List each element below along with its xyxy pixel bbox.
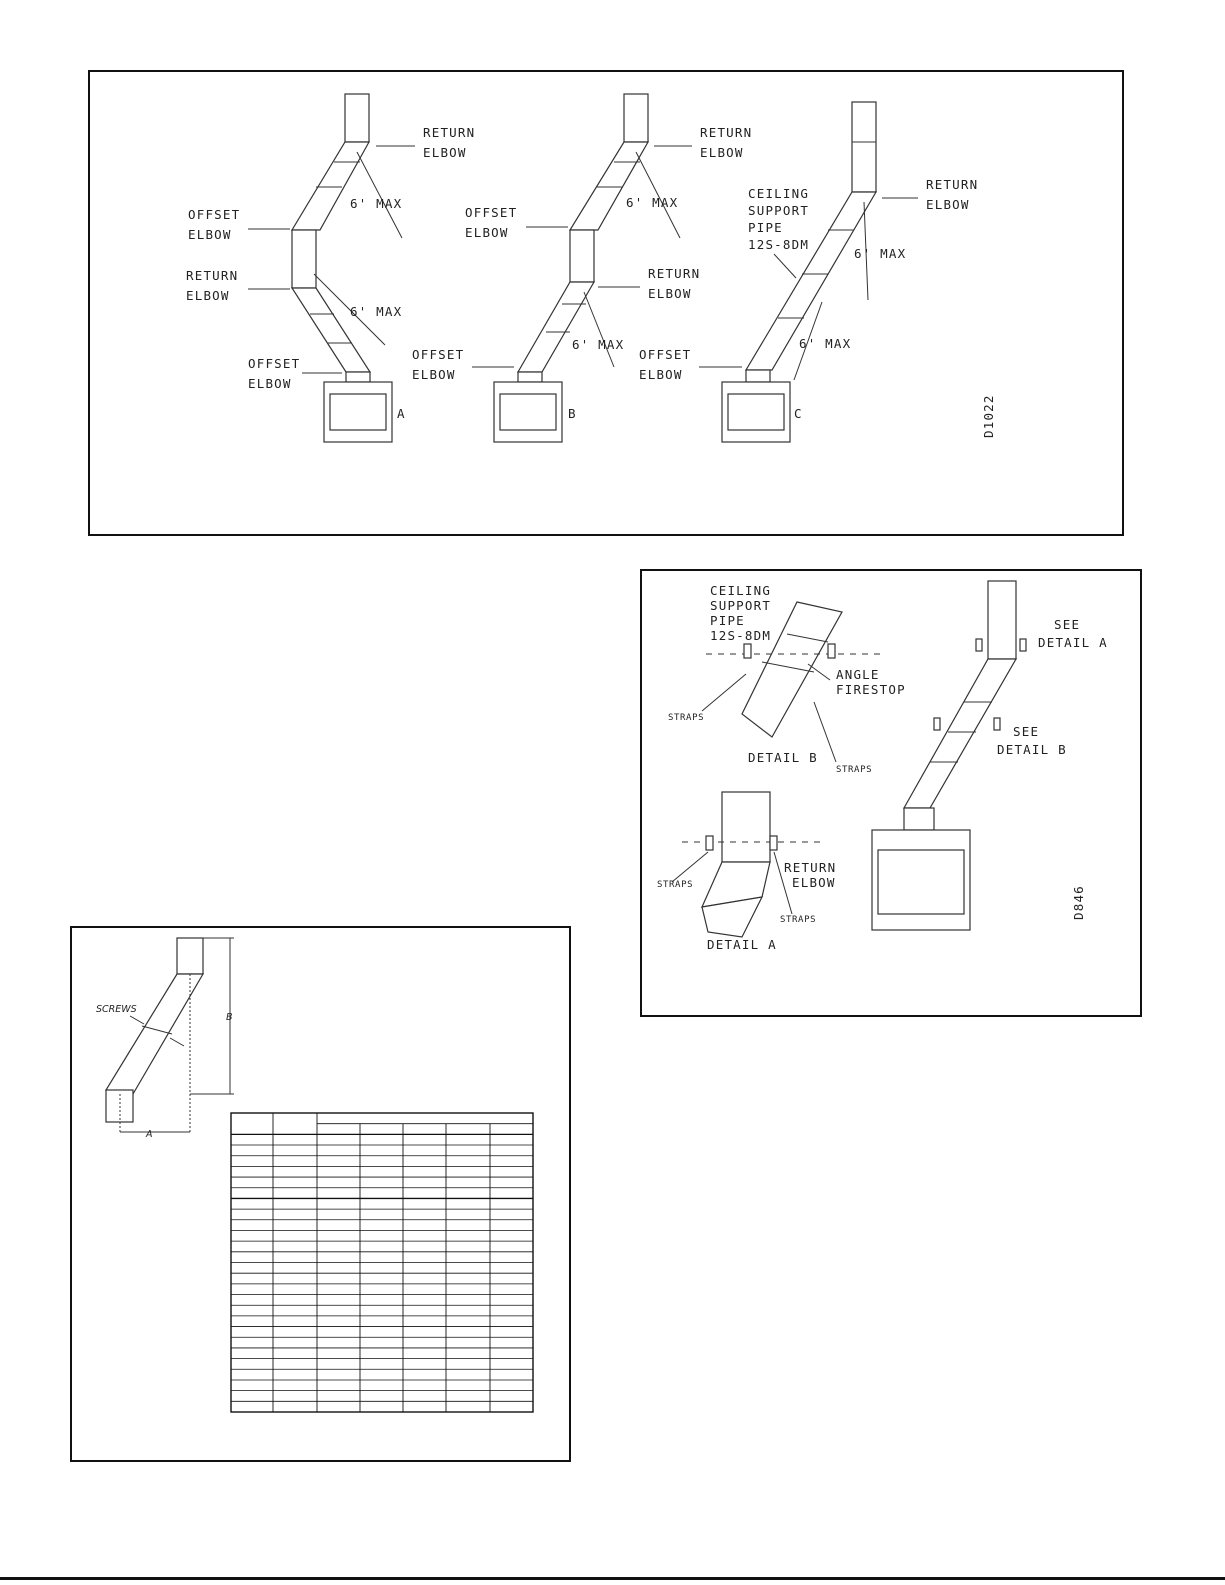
da-return: RETURN — [784, 860, 837, 875]
dim-b-label: B — [226, 1012, 233, 1023]
db-model: 12S-8DM — [710, 628, 772, 643]
offset-diagram — [72, 928, 573, 1464]
a-dim-1: 6' MAX — [350, 196, 403, 211]
b-elbow-3: ELBOW — [648, 286, 692, 301]
b-elbow-4: ELBOW — [412, 367, 456, 382]
db-ceiling: CEILING — [710, 583, 772, 598]
offset-table — [231, 1113, 533, 1412]
see-a-2: DETAIL A — [1038, 635, 1108, 650]
b-elbow-2: ELBOW — [465, 225, 509, 240]
offset-configurations-panel — [88, 70, 1124, 536]
a-return-2: RETURN — [186, 268, 239, 283]
detail-figure-code: D846 — [1071, 885, 1086, 920]
da-straps-1: STRAPS — [657, 880, 694, 890]
b-dim-2: 6' MAX — [572, 337, 625, 352]
b-letter: B — [568, 406, 577, 421]
c-dim-2: 6' MAX — [799, 336, 852, 351]
a-return-1: RETURN — [423, 125, 476, 140]
c-elbow-2: ELBOW — [639, 367, 683, 382]
c-offset: OFFSET — [639, 347, 692, 362]
a-elbow-4: ELBOW — [248, 376, 292, 391]
b-dim-1: 6' MAX — [626, 195, 679, 210]
c-pipe: PIPE — [748, 220, 783, 235]
ceiling-support-detail-panel — [640, 569, 1142, 1017]
db-support: SUPPORT — [710, 598, 772, 613]
db-straps-2: STRAPS — [836, 765, 873, 775]
a-offset-2: OFFSET — [248, 356, 301, 371]
a-dim-2: 6' MAX — [350, 304, 403, 319]
db-pipe: PIPE — [710, 613, 745, 628]
da-elbow: ELBOW — [792, 875, 836, 890]
screws-label: SCREWS — [96, 1004, 137, 1015]
a-elbow-1: ELBOW — [423, 145, 467, 160]
a-offset-1: OFFSET — [188, 207, 241, 222]
a-elbow-2: ELBOW — [188, 227, 232, 242]
see-b-1: SEE — [1013, 724, 1040, 739]
da-straps-2: STRAPS — [780, 915, 817, 925]
a-letter: A — [397, 406, 406, 421]
c-support: SUPPORT — [748, 203, 810, 218]
c-dim-1: 6' MAX — [854, 246, 907, 261]
ceiling-support-detail-diagram — [642, 571, 1144, 1019]
c-ceiling: CEILING — [748, 186, 810, 201]
b-return-1: RETURN — [700, 125, 753, 140]
see-b-2: DETAIL B — [997, 742, 1067, 757]
db-angle: ANGLE — [836, 667, 880, 682]
c-letter: C — [794, 406, 803, 421]
detail-b-title: DETAIL B — [748, 750, 818, 765]
detail-a-title: DETAIL A — [707, 937, 777, 952]
offset-table-panel — [70, 926, 571, 1462]
b-offset-2: OFFSET — [412, 347, 465, 362]
db-straps-1: STRAPS — [668, 713, 705, 723]
c-return-1: RETURN — [926, 177, 979, 192]
top-figure-code: D1022 — [981, 394, 996, 438]
c-model: 12S-8DM — [748, 237, 810, 252]
dim-a-label: A — [146, 1129, 153, 1140]
b-return-2: RETURN — [648, 266, 701, 281]
c-elbow-1: ELBOW — [926, 197, 970, 212]
see-a-1: SEE — [1054, 617, 1081, 632]
config-labels — [90, 72, 1126, 538]
db-firestop: FIRESTOP — [836, 682, 906, 697]
b-offset-1: OFFSET — [465, 205, 518, 220]
footer-rule — [0, 1577, 1225, 1580]
a-elbow-3: ELBOW — [186, 288, 230, 303]
b-elbow-1: ELBOW — [700, 145, 744, 160]
